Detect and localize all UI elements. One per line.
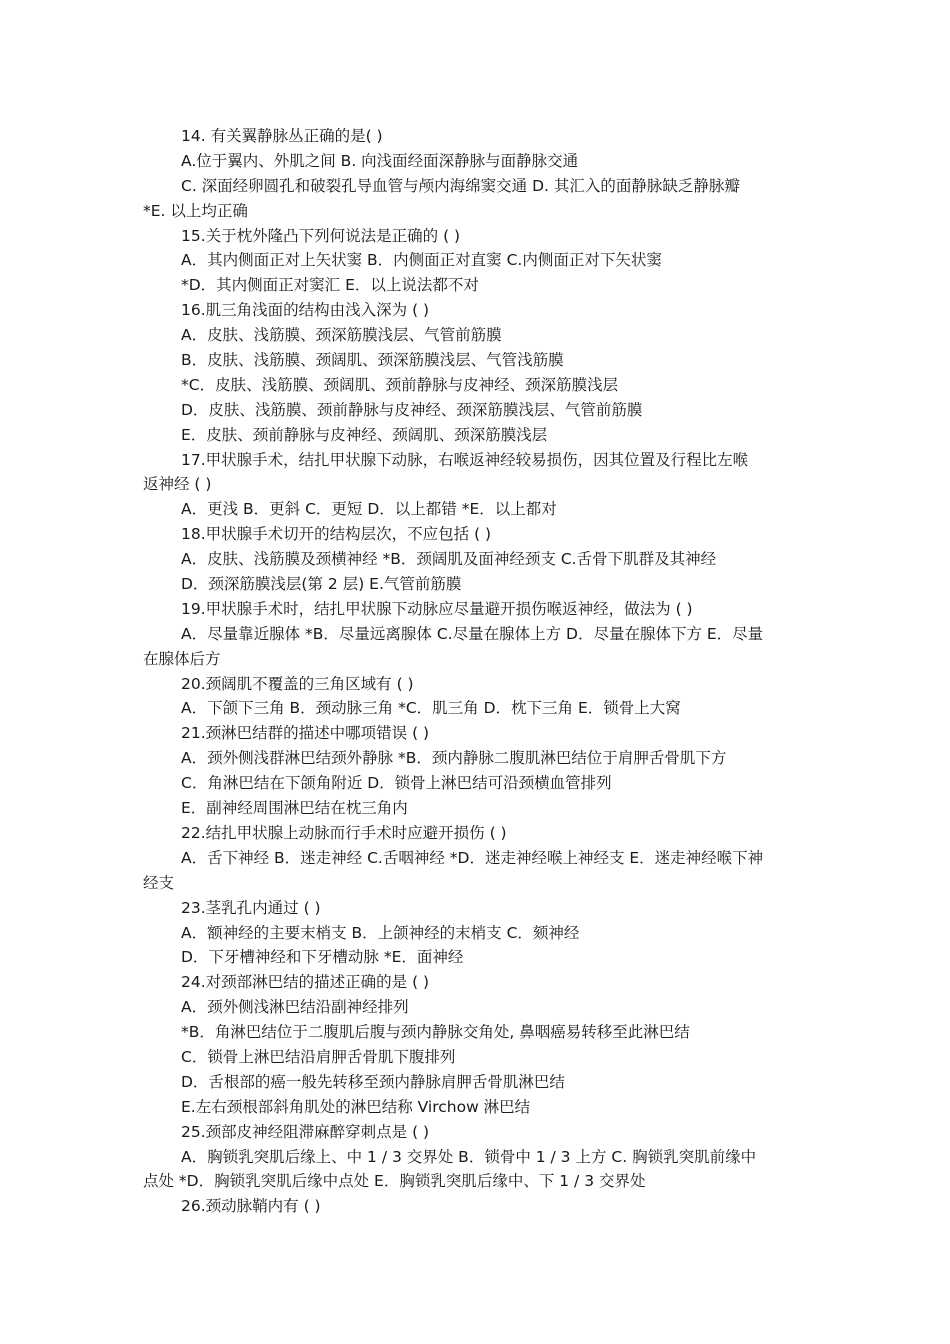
question-19-stem: 19.甲状腺手术时，结扎甲状腺下动脉应尽量避开损伤喉返神经，做法为 ( ): [181, 599, 693, 618]
question-16-stem: 16.肌三角浅面的结构由浅入深为 ( ): [181, 301, 430, 320]
document-body: [143, 124, 813, 1219]
question-15-options-line: *D．其内侧面正对窦汇 E．以上说法都不对: [181, 276, 479, 295]
question-16-option-c: *C．皮肤、浅筋膜、颈阔肌、颈前静脉与皮神经、颈深筋膜浅层: [181, 375, 619, 394]
question-21-options-line: C．角淋巴结在下颌角附近 D．锁骨上淋巴结可沿颈横血管排列: [181, 774, 612, 793]
question-23-options-line: A．额神经的主要末梢支 B．上颌神经的末梢支 C．颏神经: [181, 923, 580, 942]
question-24-option-e: E.左右颈根部斜角肌处的淋巴结称 Virchow 淋巴结: [181, 1097, 531, 1116]
question-25-options-continued: 点处 *D．胸锁乳突肌后缘中点处 E．胸锁乳突肌后缘中、下 1 / 3 交界处: [143, 1172, 646, 1191]
question-14-stem: 14. 有关翼静脉丛正确的是( ): [181, 127, 383, 145]
question-17-stem-continued: 返神经 ( ): [143, 475, 212, 494]
question-23-stem: 23.茎乳孔内通过 ( ): [181, 898, 321, 917]
question-15-options-line: A．其内侧面正对上矢状窦 B．内侧面正对直窦 C.内侧面正对下矢状窦: [181, 251, 662, 270]
question-16-option-b: B．皮肤、浅筋膜、颈阔肌、颈深筋膜浅层、气管浅筋膜: [181, 351, 564, 370]
question-24-option-b: *B．角淋巴结位于二腹肌后腹与颈内静脉交角处, 鼻咽癌易转移至此淋巴结: [181, 1023, 690, 1042]
question-16-option-a: A．皮肤、浅筋膜、颈深筋膜浅层、气管前筋膜: [181, 326, 502, 345]
question-14-options-line: *E. 以上均正确: [143, 201, 248, 220]
question-20-stem: 20.颈阔肌不覆盖的三角区域有 ( ): [181, 674, 414, 693]
question-14-options-line: C. 深面经卵圆孔和破裂孔导血管与颅内海绵窦交通 D. 其汇入的面静脉缺乏静脉瓣: [181, 176, 740, 195]
question-17-stem: 17.甲状腺手术，结扎甲状腺下动脉，右喉返神经较易损伤，因其位置及行程比左喉: [181, 450, 749, 469]
question-18-options-line: A．皮肤、浅筋膜及颈横神经 *B．颈阔肌及面神经颈支 C.舌骨下肌群及其神经: [181, 550, 717, 569]
question-18-stem: 18.甲状腺手术切开的结构层次，不应包括 ( ): [181, 525, 492, 544]
question-24-option-a: A．颈外侧浅淋巴结沿副神经排列: [181, 998, 409, 1017]
question-24-stem: 24.对颈部淋巴结的描述正确的是 ( ): [181, 973, 430, 992]
question-25-options-line: A．胸锁乳突肌后缘上、中 1 / 3 交界处 B．锁骨中 1 / 3 上方 C. 胸锁乳突肌前缘中: [181, 1147, 757, 1166]
question-22-options-line: A．舌下神经 B．迷走神经 C.舌咽神经 *D．迷走神经喉上神经支 E．迷走神经喉下神: [181, 848, 764, 867]
question-21-options-line: E．副神经周围淋巴结在枕三角内: [181, 799, 408, 818]
question-24-option-d: D．舌根部的癌一般先转移至颈内静脉肩胛舌骨肌淋巴结: [181, 1072, 565, 1091]
question-26-stem: 26.颈动脉鞘内有 ( ): [181, 1197, 321, 1216]
question-15-stem: 15.关于枕外隆凸下列何说法是正确的 ( ): [181, 226, 461, 245]
question-17-options-line: A．更浅 B．更斜 C．更短 D．以上都错 *E．以上都对: [181, 500, 557, 519]
question-19-options-line: A．尽量靠近腺体 *B．尽量远离腺体 C.尽量在腺体上方 D．尽量在腺体下方 E．尽量: [181, 624, 764, 643]
question-14-options-line: A.位于翼内、外肌之间 B. 向浅面经面深静脉与面静脉交通: [181, 151, 579, 170]
question-19-options-continued: 在腺体后方: [143, 649, 221, 668]
question-22-options-continued: 经支: [143, 873, 175, 892]
question-23-options-line: D．下牙槽神经和下牙槽动脉 *E．面神经: [181, 948, 464, 967]
question-25-stem: 25.颈部皮神经阻滞麻醉穿刺点是 ( ): [181, 1122, 430, 1141]
question-16-option-e: E．皮肤、颈前静脉与皮神经、颈阔肌、颈深筋膜浅层: [181, 425, 548, 444]
question-21-options-line: A．颈外侧浅群淋巴结颈外静脉 *B．颈内静脉二腹肌淋巴结位于肩胛舌骨肌下方: [181, 749, 727, 768]
question-24-option-c: C．锁骨上淋巴结沿肩胛舌骨肌下腹排列: [181, 1047, 456, 1066]
question-20-options-line: A．下颌下三角 B．颈动脉三角 *C．肌三角 D．枕下三角 E．锁骨上大窝: [181, 699, 681, 718]
question-18-options-line: D．颈深筋膜浅层(第 2 层) E.气管前筋膜: [181, 575, 462, 594]
question-16-option-d: D．皮肤、浅筋膜、颈前静脉与皮神经、颈深筋膜浅层、气管前筋膜: [181, 400, 643, 419]
question-21-stem: 21.颈淋巴结群的描述中哪项错误 ( ): [181, 724, 430, 743]
question-22-stem: 22.结扎甲状腺上动脉而行手术时应避开损伤 ( ): [181, 823, 507, 842]
